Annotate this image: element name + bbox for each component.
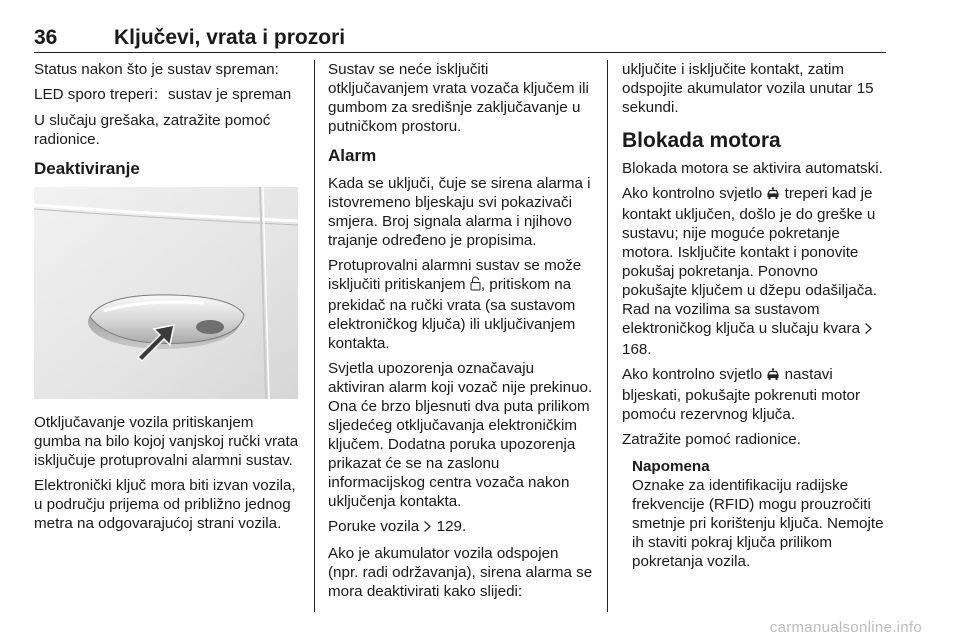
heading-immobiliser: Blokada motora <box>622 129 781 152</box>
page-number: 36 <box>34 26 58 49</box>
led-separator: : <box>154 86 159 103</box>
column-divider-1 <box>314 60 315 612</box>
para-activated: Blokada motora se aktivira automatski. <box>622 160 883 177</box>
column-3 <box>622 60 887 571</box>
page-reference-arrow-icon[interactable] <box>423 519 432 538</box>
door-handle-figure <box>34 187 298 399</box>
column-2 <box>328 60 593 601</box>
para-alarm: Kada se uključi, čuje se sirena alarma i istovremeno bljeskaju svi pokazivači smjera. Broj signala alarma i njihovo trajanje određeno je propisima. <box>328 175 591 249</box>
note-text: Oznake za identifikaciju radijske frekvencije (RFID) mogu prouzročiti smetnje pri korištenju ključa. Nemojte ih staviti pokraj ključa prilikom pokretanja vozila. <box>632 477 884 570</box>
para-light-b: treperi kad je kontakt uključen, došlo je do greške u sustavu; nije moguće pokretanje motora. Isključite kontakt i ponovite pokušaj pokretanja. Ponovno pokušajte ključem u džepu odašiljača. Rad na vozilima sa sustavom elektroničkog ključa u slučaju kvara <box>622 185 877 337</box>
para-system: Sustav se neće isključiti otključavanjem vrata vozača ključem ili gumbom za središnje zaključavanje u putničkom prostoru. <box>328 61 589 135</box>
page-header <box>34 26 886 53</box>
para-light-flash <box>622 365 887 424</box>
immobiliser-car-key-icon <box>766 186 780 205</box>
heading-alarm: Alarm <box>328 146 377 165</box>
heading-deactivation: Deaktiviranje <box>34 159 140 178</box>
ref-messages-text: Poruke vozila <box>328 518 420 535</box>
page-reference-arrow-icon[interactable] <box>864 321 873 340</box>
status-intro: Status nakon što je sustav spreman: <box>34 61 279 78</box>
door-handle-button-illustration <box>34 187 298 399</box>
para-help: Zatražite pomoć radionice. <box>622 431 801 448</box>
watermark: carmanualsonline.info <box>769 619 922 636</box>
para-key-range: Elektronički ključ mora biti izvan vozila, u području prijema od približno jednog metra na odgovarajućoj strani vozila. <box>34 477 296 532</box>
column-1 <box>34 60 302 539</box>
para-light-fault <box>622 184 887 359</box>
para-silence <box>328 256 593 353</box>
para-flash-b: nastavi bljeskati, pokušajte pokrenuti motor pomoću rezervnog ključa. <box>622 366 861 423</box>
unlock-padlock-icon <box>470 276 481 296</box>
note-title: Napomena <box>632 458 710 475</box>
ref-messages-page[interactable]: 129. <box>436 518 467 535</box>
fault-text: U slučaju grešaka, zatražite pomoć radionice. <box>34 112 271 148</box>
led-status-row <box>34 85 302 104</box>
para-lights: Svjetla upozorenja označavaju aktiviran alarm koji vozač nije prekinuo. Ona će brzo bljesnuti dva puta prilikom sljedećeg otključavanja elektroničkim ključem. Dodatna poruka upozorenja prikazat će se na zaslonu informacijskog centra vozača nakon uključenja kontakta. <box>328 360 593 510</box>
para-silence-b: , pritiskom na prekidač na ručki vrata (sa sustavom elektroničkog ključa) ili uključivanjem kontakta. <box>328 276 576 352</box>
ref-fault-page[interactable]: 168. <box>622 341 652 358</box>
note-box <box>632 457 887 571</box>
para-silence-a: Protuprovalni alarmni sustav se može isključiti pritiskanjem <box>328 257 582 293</box>
para-continue: uključite i isključite kontakt, zatim odspojite akumulator vozila unutar 15 sekundi. <box>622 61 874 116</box>
led-description: sustav je spreman <box>168 86 292 103</box>
para-unlock: Otključavanje vozila pritiskanjem gumba na bilo kojoj vanjskoj ručki vrata isključuje protuprovalni alarmni sustav. <box>34 414 299 469</box>
section-title: Ključevi, vrata i prozori <box>114 26 346 49</box>
ref-messages <box>328 517 593 538</box>
led-term: LED sporo treperi <box>34 86 154 103</box>
column-divider-2 <box>607 60 608 612</box>
immobiliser-car-key-icon <box>766 367 780 386</box>
para-flash-a: Ako kontrolno svjetlo <box>622 366 763 383</box>
para-battery: Ako je akumulator vozila odspojen (npr. radi održavanja), sirena alarma se mora deaktivirati kako slijedi: <box>328 545 593 600</box>
para-light-a: Ako kontrolno svjetlo <box>622 185 763 202</box>
